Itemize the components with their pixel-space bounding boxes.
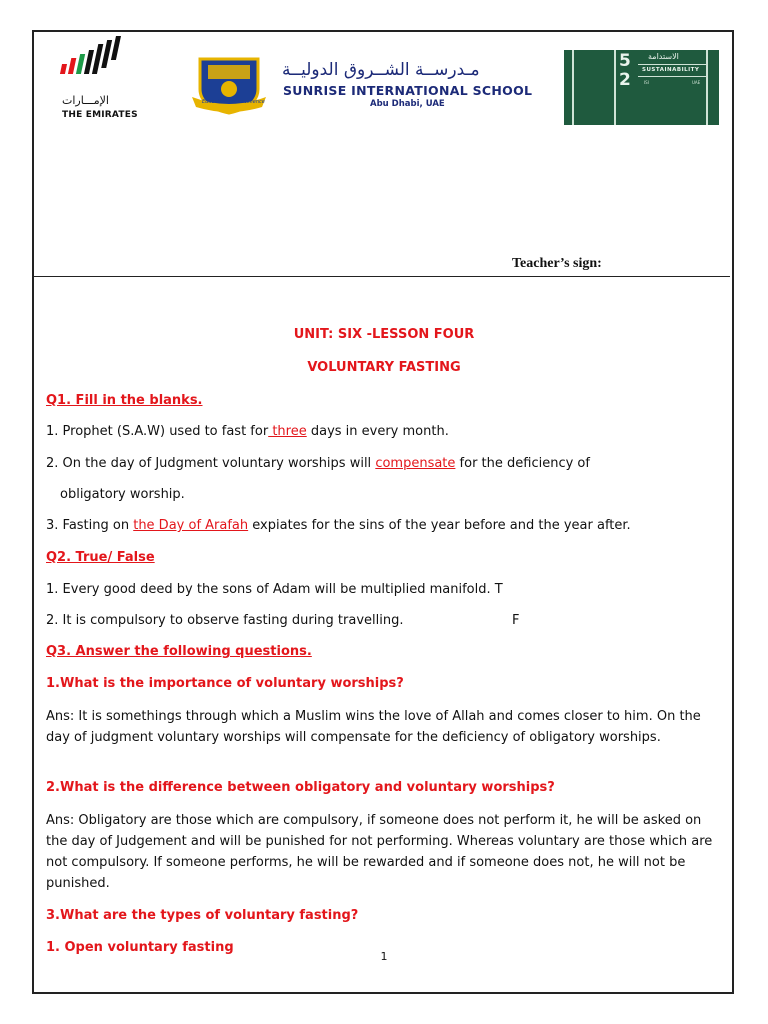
q1-item-1-answer: three — [268, 424, 307, 439]
q3-question-2: 2.What is the difference between obligatory and voluntary worships? — [46, 780, 555, 795]
q2-item-2-answer: F — [512, 613, 520, 628]
q3-question-1: 1.What is the importance of voluntary worships? — [46, 676, 404, 691]
q2-heading: Q2. True/ False — [46, 550, 155, 565]
sustain-small-right: UAE — [692, 80, 701, 85]
q3-subheading: 1. Open voluntary fasting — [46, 940, 234, 955]
q1-item-2 — [46, 456, 590, 471]
sustainability-logo — [564, 50, 719, 125]
q1-item-3-post: expiates for the sins of the year before and the year after. — [248, 518, 631, 533]
header-divider — [34, 276, 730, 277]
sustain-number-top: 5 — [619, 51, 631, 71]
q1-item-1-pre: 1. Prophet (S.A.W) used to fast for — [46, 424, 269, 439]
q2-item-1-text: 1. Every good deed by the sons of Adam will be multiplied manifold. — [46, 582, 491, 597]
q1-heading: Q1. Fill in the blanks. — [46, 393, 203, 408]
school-name-english: SUNRISE INTERNATIONAL SCHOOL — [283, 83, 533, 98]
q1-item-3-answer: the Day of Arafah — [133, 518, 249, 533]
q2-item-1-answer: T — [494, 582, 503, 597]
q2-item-2 — [46, 613, 404, 628]
q1-item-1-post: days in every month. — [306, 424, 449, 439]
q1-item-2-pre: 2. On the day of Judgment voluntary worships will — [46, 456, 376, 471]
school-location: Abu Dhabi, UAE — [370, 99, 445, 109]
q1-item-2-post: for the deficiency of — [455, 456, 590, 471]
q1-item-2-continued: obligatory worship. — [60, 487, 185, 502]
q3-question-3: 3.What are the types of voluntary fasting? — [46, 908, 359, 923]
emirates-logo — [58, 36, 142, 124]
sustain-number-bottom: 2 — [619, 70, 631, 90]
crest-motto: Education For Excellence — [202, 99, 265, 105]
emirates-arabic-text: الإمـــارات — [62, 94, 109, 107]
q2-item-2-text: 2. It is compulsory to observe fasting during travelling. — [46, 613, 404, 628]
q3-answer-2: Ans: Obligatory are those which are compulsory, if someone does not perform it, he will be asked on the day of Judgement and will be punished for not performing. Whereas voluntary are those which are not compulsory. If someone performs, he will be rewarded and if someone does not, he will not be punished. — [46, 813, 713, 891]
lesson-title: VOLUNTARY FASTING — [307, 360, 461, 375]
q3-answer-1: Ans: It is somethings through which a Muslim wins the love of Allah and comes closer to him. On the day of judgment voluntary worships will compensate for the deficiency of obligatory worships. — [46, 709, 701, 745]
page-number: 1 — [380, 950, 388, 963]
teacher-sign-label: Teacher’s sign: — [512, 256, 602, 271]
shield-icon — [192, 55, 266, 115]
q2-item-1 — [46, 582, 503, 597]
sustain-english: SUSTAINABILITY — [642, 67, 700, 73]
school-crest — [192, 55, 266, 115]
q1-item-1 — [46, 424, 449, 439]
sustain-small-left: ISI — [644, 80, 649, 85]
sustain-arabic: الاستدامة — [648, 52, 679, 61]
school-name-arabic: مـدرســة الشــروق الدوليــة — [282, 60, 480, 80]
emirates-flag-icon — [58, 36, 124, 92]
q1-item-3-pre: 3. Fasting on — [46, 518, 134, 533]
q3-heading: Q3. Answer the following questions. — [46, 644, 312, 659]
q1-item-2-answer: compensate — [375, 456, 456, 471]
unit-title: UNIT: SIX -LESSON FOUR — [293, 327, 475, 342]
q1-item-3 — [46, 518, 631, 533]
emirates-english-text: THE EMIRATES — [62, 110, 138, 120]
